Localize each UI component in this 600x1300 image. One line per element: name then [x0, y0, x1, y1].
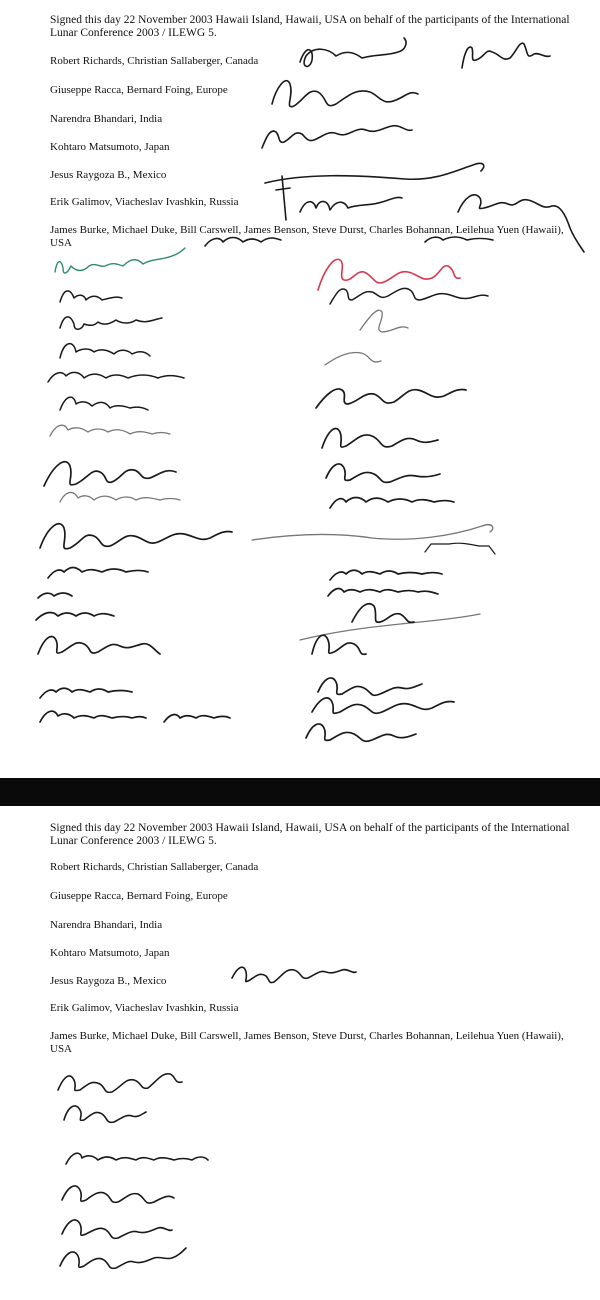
delegation-europe: Giuseppe Racca, Bernard Foing, Europe	[50, 890, 228, 902]
signature-scribble	[425, 237, 493, 242]
signature-scribble	[62, 1186, 174, 1203]
delegation-mexico: Jesus Raygoza B., Mexico	[50, 169, 167, 181]
signature-scribble	[328, 589, 438, 596]
signature-scribble	[40, 524, 232, 549]
delegation-india: Narendra Bhandari, India	[50, 113, 163, 125]
signature-scribble	[60, 344, 150, 358]
signature-scribble	[38, 636, 160, 654]
signature-scribble	[318, 678, 422, 695]
signature-scribble	[60, 1248, 186, 1268]
delegation-usa: James Burke, Michael Duke, Bill Carswell, James Benson, Steve Durst, Charles Bohannan, Leilehua Yuen (Hawaii), USA	[50, 224, 564, 249]
signature-scribble	[322, 429, 438, 448]
signature-scribble	[40, 711, 146, 722]
signature-scribble	[330, 288, 488, 304]
delegation-russia: Erik Galimov, Viacheslav Ivashkin, Russia	[50, 1002, 239, 1014]
signature-scribble	[58, 1074, 182, 1093]
signature-scribble	[458, 195, 584, 252]
delegation-mexico: Jesus Raygoza B., Mexico	[50, 975, 167, 987]
signature-scribble	[50, 425, 170, 436]
signature-scribble	[316, 389, 466, 408]
signature-scribble	[425, 543, 495, 554]
signature-scribble	[48, 372, 184, 382]
signature-scribble	[44, 462, 176, 486]
signature-scribble	[330, 570, 442, 580]
signature-scribble	[60, 291, 122, 302]
signature-scribble	[318, 259, 460, 290]
signature-block-2	[0, 806, 600, 1300]
signature-scribble	[232, 967, 356, 982]
signature-scribble	[252, 525, 493, 540]
signature-scribble	[326, 464, 440, 482]
signature-scribble	[325, 353, 381, 366]
signature-scribble	[38, 593, 72, 598]
signature-scribble	[312, 698, 454, 713]
delegation-canada: Robert Richards, Christian Sallaberger, Canada	[50, 55, 259, 67]
signature-page-2	[0, 806, 600, 1300]
signature-scribble	[330, 498, 454, 509]
delegation-russia: Erik Galimov, Viacheslav Ivashkin, Russia	[50, 196, 239, 208]
signature-scribble	[205, 238, 281, 247]
signature-scribble	[66, 1153, 208, 1164]
delegation-japan: Kohtaro Matsumoto, Japan	[50, 141, 170, 153]
signature-scribble	[40, 688, 132, 698]
signature-scribble	[60, 317, 162, 329]
signature-scribble	[352, 604, 414, 623]
signature-scribble	[462, 43, 550, 68]
signature-scribble	[60, 492, 180, 502]
signature-scribble	[36, 613, 114, 620]
signature-scribble	[276, 176, 402, 220]
document-heading: Signed this day 22 November 2003 Hawaii Island, Hawaii, USA on behalf of the participants of the International Lunar Conference 2003 / ILEWG 5.	[50, 822, 570, 847]
signature-scribble	[265, 163, 484, 183]
signature-scribble	[312, 635, 366, 654]
page-divider	[0, 778, 600, 806]
document-heading: Signed this day 22 November 2003 Hawaii Island, Hawaii, USA on behalf of the participants of the International Lunar Conference 2003 / ILEWG 5.	[50, 14, 570, 39]
signature-scribble	[272, 81, 418, 107]
delegation-japan: Kohtaro Matsumoto, Japan	[50, 947, 170, 959]
delegation-usa: James Burke, Michael Duke, Bill Carswell, James Benson, Steve Durst, Charles Bohannan, Leilehua Yuen (Hawaii), USA	[50, 1030, 564, 1055]
signature-scribble	[300, 38, 406, 66]
signature-scribble	[262, 126, 412, 148]
signature-scribble	[64, 1106, 146, 1122]
signature-scribble	[164, 715, 230, 722]
signature-scribble	[48, 568, 148, 579]
delegation-india: Narendra Bhandari, India	[50, 919, 163, 931]
signature-scribble	[62, 1220, 172, 1238]
signature-scribble	[60, 397, 148, 410]
signature-scribble	[306, 724, 416, 741]
delegation-europe: Giuseppe Racca, Bernard Foing, Europe	[50, 84, 228, 96]
delegation-canada: Robert Richards, Christian Sallaberger, Canada	[50, 861, 259, 873]
signature-scribble	[300, 614, 480, 640]
signature-scribble	[360, 310, 408, 332]
signature-scribble	[55, 248, 185, 273]
